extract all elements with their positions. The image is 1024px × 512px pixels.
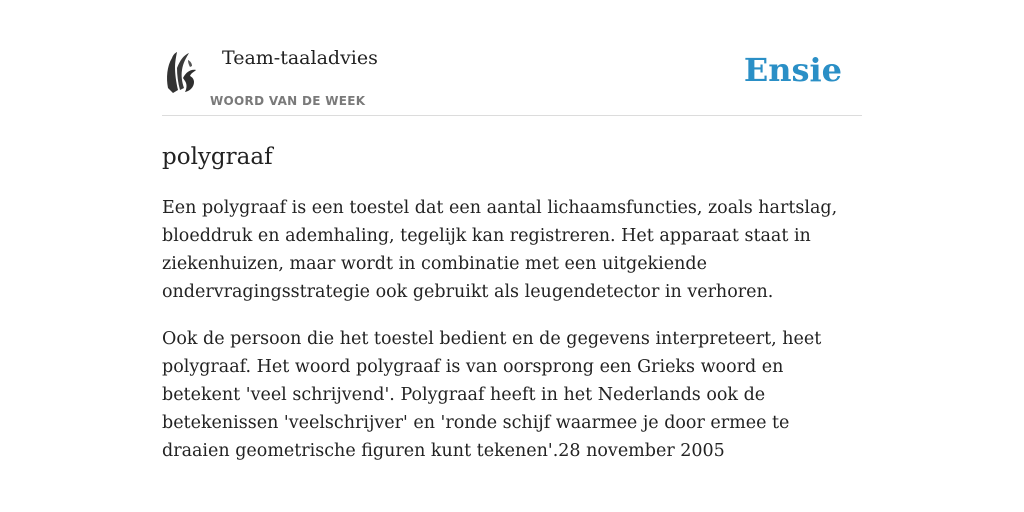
article-paragraph-2: [162, 325, 862, 465]
article-paragraph-2-text: Ook de persoon die het toestel bedient en de gegevens interpreteert, heet polygraaf. Het woord polygraaf is van oorsprong een Grieks woord en betekent 'veel schrijvend'. Polygraaf heeft in het Nederlands ook de betekenissen 'veelschrijver' en 'ronde schijf waarmee je door ermee te draaien geometrische figuren kunt tekenen'.: [162, 329, 822, 461]
section-label: WOORD VAN DE WEEK: [210, 94, 366, 108]
author-name[interactable]: Team-taaladvies: [222, 47, 378, 69]
flemish-lion-logo-icon: [162, 48, 200, 96]
article-card: [162, 40, 862, 465]
article-header: [162, 40, 862, 116]
brand-logo[interactable]: Ensie: [743, 51, 842, 89]
article-title: polygraaf: [162, 144, 273, 170]
article-paragraph-1: Een polygraaf is een toestel dat een aantal lichaamsfuncties, zoals hartslag, bloeddruk en ademhaling, tegelijk kan registreren. Het apparaat staat in ziekenhuizen, maar wordt in combinatie met een uitgekiende ondervragingsstrategie ook gebruikt als leugendetector in verhoren.: [162, 198, 838, 302]
article-date: 28 november 2005: [558, 441, 725, 461]
